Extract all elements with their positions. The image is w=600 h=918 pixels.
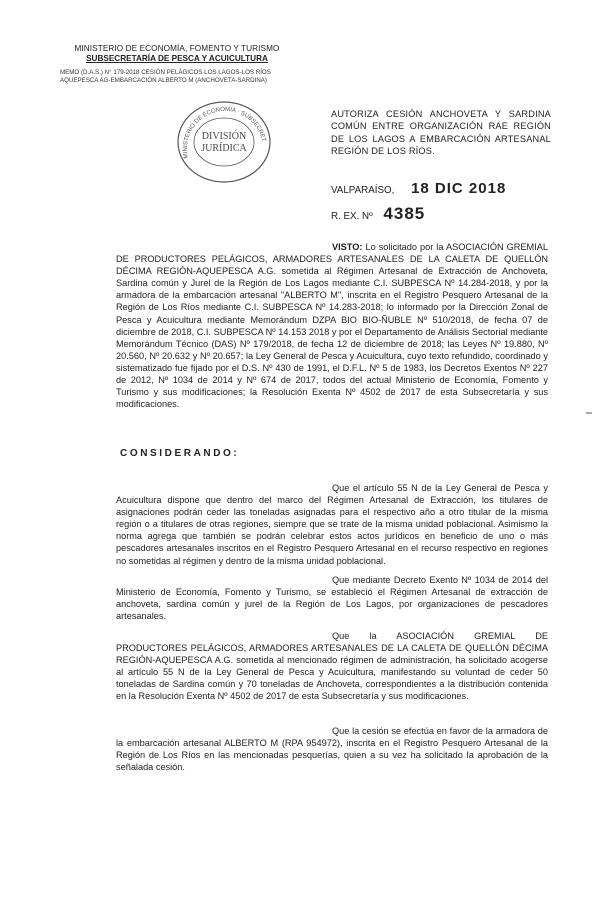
memo-line-2: AQUEPESCA AG-EMBARCACIÓN ALBERTO M (ANCHOVETA-SARDINA) — [60, 77, 267, 84]
stamp-arc-text: MINISTERIO DE ECONOMÍA · SUBSECRET — [182, 106, 267, 159]
considerando-paragraph-3: Que la ASOCIACIÓN GREMIAL DE PRODUCTORES PELÁGICOS, ARMADORES ARTESANALES DE LA CALETA DE QUELLÓN DÉCIMA REGIÓN-AQUEPESCA A.G. sometida al mencionado régimen de administración, ha solicitado acogerse al artículo 55 N de la Ley General de Pesca y Acuicultura, manifestando su voluntad de ceder 50 toneladas de Sardina común y 70 toneladas de Anchoveta, correspondientes a la distribución contenida en la Resolución Exenta Nº 4502 de 2017 de esta Subsecretaría y sus modificaciones. — [116, 631, 548, 702]
resolution-date: 18 DIC 2018 — [411, 180, 507, 197]
considerando-heading: CONSIDERANDO: — [120, 448, 240, 459]
resolution-subject: AUTORIZA CESIÓN ANCHOVETA Y SARDINA COMÚN ENTRE ORGANIZACIÓN RAE REGIÓN DE LOS LAGOS A EMBARCACIÓN ARTESANAL REGIÓN DE LOS RÍOS. — [331, 109, 551, 157]
visto-text: Lo solicitado por la ASOCIACIÓN GREMIAL DE PRODUCTORES PELÁGICOS, ARMADORES ARTESANALES DE LA CALETA DE QUELLÓN DÉCIMA REGIÓN-AQUEPESCA A.G. sometida al Régimen Artesanal de Extracción de Anchoveta, Sardina común y Jurel de la Región de Los Lagos mediante C.I. SUBPESCA Nº 14.284-2018, y por la armadora de la embarcación artesanal "ALBERTO M", inscrita en el Registro Pesquero Artesanal de la Región de Los Ríos mediante C.I. SUBPESCA Nº 14.283-2018; lo informado por la Dirección Zonal de Pesca y Acuicultura mediante Memorándum DZPA BIO BIO-ÑUBLE Nº 510/2018, de fecha 07 de diciembre de 2018, C.I. SUBPESCA Nº 14.153 2018 y por el Departamento de Análisis Sectorial mediante Memorándum Técnico (DAS) Nº 179/2018, de fecha 12 de diciembre de 2018; las Leyes Nº 19.880, Nº 20.560, Nº 20.632 y Nº 20.657; la Ley General de Pesca y Acuicultura, cuyo texto refundido, coordinado y sistematizado fue fijado por el D.S. Nº 430 de 1991, el D.F.L. Nº 5 de 1983, los Decretos Exentos Nº 227 de 2012, Nº 1034 de 2014 y Nº 674 de 2017, todos del actual Ministerio de Economía, Fomento y Turismo y sus modificaciones; la Resolución Exenta Nº 4502 de 2017 de esta Subsecretaría y sus modificaciones. — [116, 242, 548, 410]
ministry-name: MINISTERIO DE ECONOMÍA, FOMENTO Y TURISMO — [74, 44, 280, 53]
division-juridica-stamp — [166, 96, 280, 186]
place-label: VALPARAÍSO, — [331, 185, 395, 196]
margin-tick-icon — [586, 410, 592, 416]
resolution-number-line — [331, 204, 425, 224]
stamp-line-2: JURÍDICA — [201, 143, 247, 154]
letterhead — [62, 44, 292, 64]
considerando-paragraph-4: Que la cesión se efectúa en favor de la armadora de la embarcación artesanal ALBERTO M (RPA 954972), inscrita en el Registro Pesquero Artesanal de la Región de Los Ríos en las mencionadas pesquerías, quien a su vez ha solicitado la aprobación de la señalada cesión. — [116, 726, 548, 773]
stamp-line-1: DIVISIÓN — [201, 131, 247, 142]
memo-line-1: MEMO (D.A.S.) N° 179-2018 CESIÓN PELÁGICOS LOS LAGOS-LOS RÍOS — [60, 69, 271, 76]
considerando-paragraph-1: Que el artículo 55 N de la Ley General de Pesca y Acuicultura dispone que dentro del marco del Régimen Artesanal de Extracción, los titulares de asignaciones podrán ceder las toneladas asignadas para el respectivo año a otro titular de la misma región o a titulares de otras regiones, siempre que se trate de la misma unidad poblacional. Asimismo la norma agrega que también se podrán celebrar estos actos jurídicos en beneficio de uno o más pescadores artesanales inscritos en el Registro Pesquero Artesanal en el recurso respectivo en regiones no sometidas al régimen y dentro de la misma unidad poblacional. — [116, 483, 548, 566]
visto-paragraph — [116, 241, 548, 410]
stamp-seal-icon — [166, 96, 280, 186]
memo-reference — [60, 69, 350, 85]
resolution-label: R. EX. Nº — [331, 211, 373, 222]
visto-heading: VISTO: — [332, 242, 363, 252]
considerando-paragraph-2: Que mediante Decreto Exento Nº 1034 de 2014 del Ministerio de Economía, Fomento y Turismo, se estableció el Régimen Artesanal de extracción de anchoveta, sardina común y jurel de la Región de Los Lagos, por organizaciones de pescadores artesanales. — [116, 575, 548, 622]
subsecretaria-name: SUBSECRETARÍA DE PESCA Y ACUICULTURA — [86, 54, 268, 63]
resolution-number: 4385 — [383, 204, 426, 223]
place-date — [331, 180, 506, 197]
